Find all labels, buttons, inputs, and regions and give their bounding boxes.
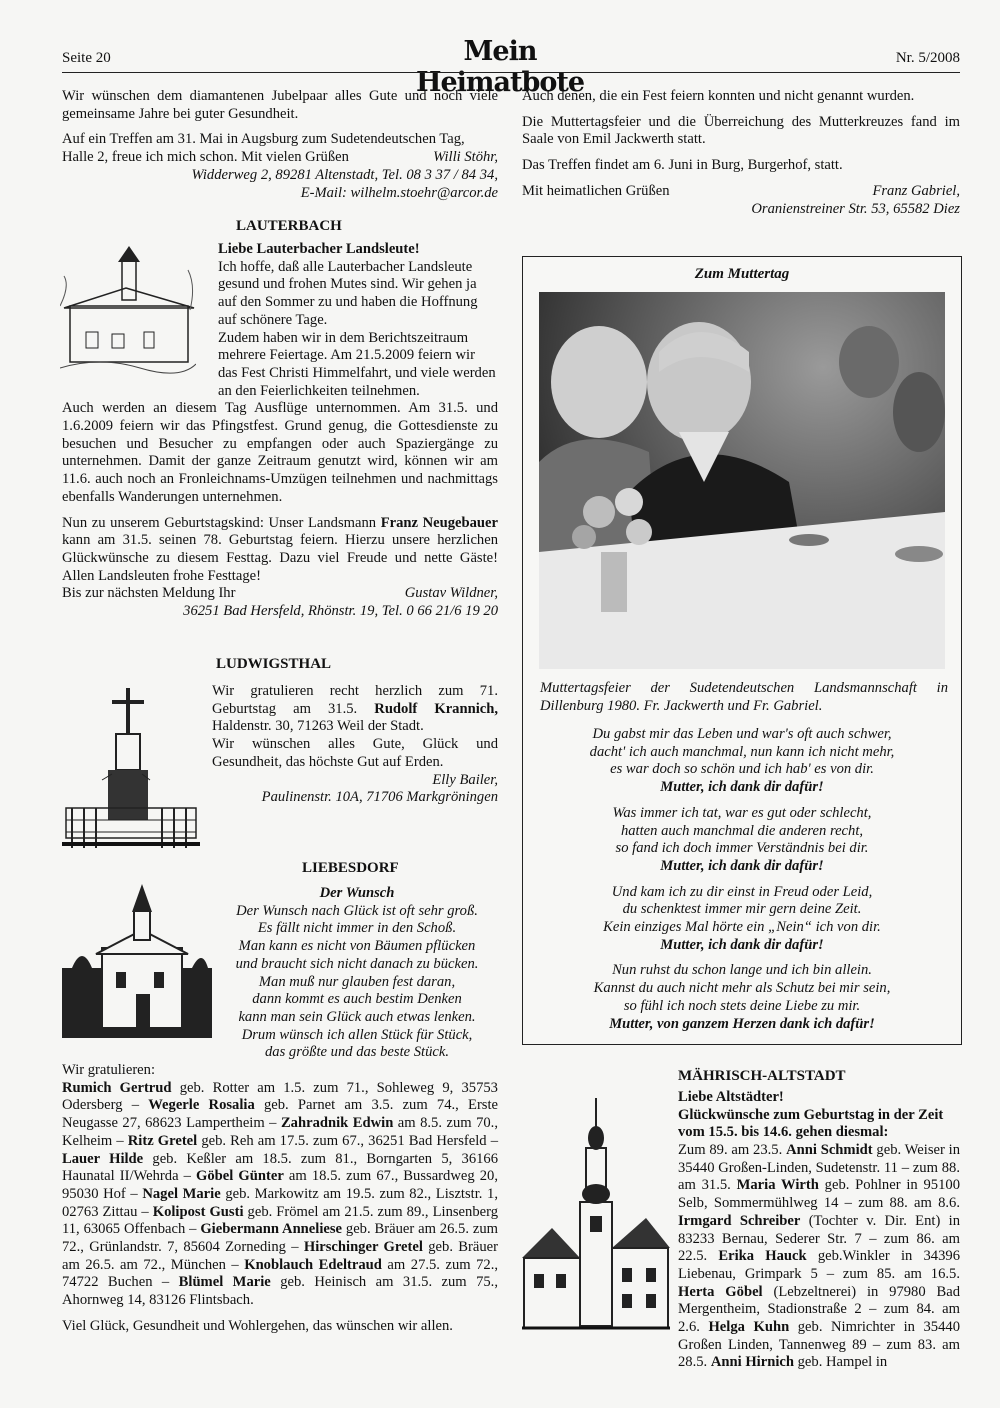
lauterbach-section: [62, 218, 498, 621]
poem-refrain: Mutter, von ganzem Herzen dank ich dafür!: [609, 1015, 875, 1032]
poem-title: Der Wunsch: [319, 885, 395, 901]
section-title: LIEBESDORF: [302, 860, 399, 876]
paragraph: Ich hoffe, daß alle Lauterbacher Landsleute gesund und frohen Mutes sind. Wir gehen ja auf den Sommer zu und haben die Hoffnung auf schönere Tage.: [218, 258, 478, 328]
maehrisch-birthday-list: Zum 89. am 23.5. Anni Schmidt geb. Weiser in 35440 Großen-Linden, Sudetenstr. 11 – zum 88. am 31.5. Maria Wirth geb. Pohlner in 95100 Selb, Sommermühlweg 14 – zum 88. am 8.6. Irmgard Schreiber (Tochter v. Dir. Ent) in 83233 Bernau, Sederer Str. 7 – zum 86. am 22.5. Erika Hauck geb.Winkler in 34396 Liebenau, Grimpark 5 – zum 85. am 16.5. Herta Göbel (Lebzeltnerei) in 97980 Bad Mergentheim, Stadionstraße 2 – zum 84. am 2.6. Helga Kuhn geb. Nimrichter in 35440 Großen Linden, Tannenweg 89 – zum 83. am 28.5. Anni Hirnich geb. Hampel in: [678, 1142, 960, 1371]
photo-caption: Muttertagsfeier der Sudetendeutschen Landsmannschaft in Dillenburg 1980. Fr. Jackwerth und Fr. Gabriel.: [540, 680, 948, 714]
poem-line: Kannst du auch nicht mehr als Schutz bei mir sein,: [593, 980, 891, 997]
poem-line: Und kam ich zu dir einst in Freud oder Leid,: [611, 883, 873, 900]
muttertag-poem: [530, 726, 954, 1033]
poem-line: Kein einziges Mal hörte ein „Nein“ ich von dir.: [603, 919, 881, 936]
page-number: Seite 20: [62, 50, 111, 66]
poem-line: dann kommt es auch bestim Denken: [252, 991, 462, 1008]
paragraph: Das Treffen findet am 6. Juni in Burg, Burgerhof, statt.: [522, 157, 843, 174]
right-column: [522, 88, 960, 218]
signature-address: Oranienstreiner Str. 53, 65582 Diez: [751, 200, 960, 217]
maehrisch-altstadt-section: [522, 1068, 960, 1142]
poem-line: dacht' ich auch manchmal, nun kann ich nicht mehr,: [589, 743, 895, 760]
section-intro: Glückwünsche zum Geburtstag in der Zeit vom 15.5. bis 14.6. gehen diesmal:: [678, 1106, 944, 1141]
paragraph: Wir gratulieren recht herzlich zum 71. Geburtstag am 31.5. Rudolf Krannich, Haldenstr. 30, 71263 Weil der Stadt.: [212, 683, 498, 735]
signature-address: Widderweg 2, 89281 Altenstadt, Tel. 08 3 37 / 84 34,: [191, 166, 498, 183]
signature-address: 36251 Bad Hersfeld, Rhönstr. 19, Tel. 0 66 21/6 19 20: [183, 603, 498, 620]
poem-line: Der Wunsch nach Glück ist oft sehr groß.: [236, 902, 478, 919]
poem-line: Du gabst mir das Leben und war's oft auch schwer,: [592, 726, 892, 742]
liebesdorf-section: [62, 860, 498, 1336]
signature-address: Paulinenstr. 10A, 71706 Markgröningen: [261, 789, 498, 806]
paragraph: Zudem haben wir in dem Berichtszeitraum mehrere Feiertage. Am 21.5.2009 feiern wir das Fest Christi Himmelfahrt, und viele werden an den Feierlichkeiten teilnehmen.: [218, 329, 496, 399]
poem-line: Drum wünsch ich allen Stück für Stück,: [241, 1026, 473, 1043]
poem-line: hatten auch manchmal die anderen recht,: [620, 822, 864, 839]
paragraph: Wir wünschen alles Gute, Glück und Gesundheit, das höchste Gut auf Erden.: [212, 736, 498, 770]
poem-line: so fühl ich noch stets deine Liebe zu mir.: [623, 997, 861, 1014]
photo-two-women: [539, 292, 945, 669]
poem-line: du schenktest immer mir gern deine Zeit.: [622, 901, 862, 918]
poem-refrain: Mutter, ich dank dir dafür!: [660, 857, 824, 874]
poem-line: es war doch so schön und ich hab' es von dir.: [610, 761, 874, 778]
paragraph: Auch werden an diesem Tag Ausflüge unternommen. Am 31.5. und 1.6.2009 feiern wir das Pfingstfest. Grund genug, die Gottesdienste zu besuchen und Besucher zu empfangen oder auch Spaziergänge zu unternehmen. Damit der ganze Zeitraum genutzt wird, können wir am 11.6. auch noch an Fronleichnams-Umzügen teilnehmen und nachmittags ebenfalls Wanderungen unternehmen.: [62, 400, 498, 505]
section-greeting: Liebe Altstädter!: [678, 1089, 784, 1105]
section-title: MÄHRISCH-ALTSTADT: [678, 1068, 846, 1084]
poem-line: Man muß nur glauben fest daran,: [258, 973, 456, 990]
poem-refrain: Mutter, ich dank dir dafür!: [660, 779, 824, 796]
poem-line: Man kann es nicht von Bäumen pflücken: [238, 938, 476, 955]
left-column: [62, 88, 498, 202]
intro-paragraph: Wir wünschen dem diamantenen Jubelpaar alles Gute und noch viele gemeinsame Jahre bei guter Gesundheit.: [62, 88, 498, 122]
birthday-list: Rumich Gertrud geb. Rotter am 1.5. zum 71., Sohleweg 9, 35753 Odersberg – Wegerle Rosalia geb. Parnet am 3.5. zum 74., Erste Neugasse 27, 68623 Lampertheim – Zahradnik Edwin am 8.5. zum 70., Kelheim – Ritz Gretel geb. Reh am 17.5. zum 67., 36251 Bad Hersfeld – Lauer Hilde geb. Keßler am 18.5. zum 81., Borngarten 5, 36166 Haunatal II/Wehrda – Göbel Günter am 18.5. zum 67., Bussardweg 20, 95030 Hof – Nagel Marie geb. Markowitz am 19.5. zum 82., Lisztstr. 1, 02763 Zittau – Kolipost Gusti geb. Frömel am 21.5. zum 89., Linsenberg 11, 63065 Offenbach – Giebermann Anneliese geb. Bräuer am 26.5. zum 72., Grünlandstr. 7, 85604 Zorneding – Hirschinger Gretel geb. Bräuer am 26.5. am 72., München – Knoblauch Edeltraud am 27.5. zum 72., 74722 Buchen – Blümel Marie geb. Heinisch am 31.5. zum 75., Ahornweg 14, 83126 Flintsbach.: [62, 1079, 499, 1309]
signature-email: E-Mail: wilhelm.stoehr@arcor.de: [300, 184, 498, 201]
issue-number: Nr. 5/2008: [895, 50, 960, 66]
poem-line: das größte und das beste Stück.: [264, 1044, 450, 1061]
congrats-label: Wir gratulieren:: [62, 1062, 156, 1079]
signature: Mit heimatlichen Grüßen Franz Gabriel,: [522, 182, 960, 199]
paragraph: Auch denen, die ein Fest feiern konnten und nicht genannt wurden.: [522, 88, 915, 104]
header-rule: [62, 72, 960, 73]
poem-line: Es fällt nicht immer in den Schoß.: [257, 920, 457, 937]
poem-line: und braucht sich nicht danach zu bücken.: [235, 955, 479, 972]
masthead-title: Mein Heimatbote: [415, 36, 585, 98]
box-title: Zum Muttertag: [694, 266, 790, 282]
signature: Bis zur nächsten Meldung Ihr Gustav Wildner,: [62, 585, 498, 602]
ludwigsthal-section: [62, 656, 498, 807]
birthday-paragraph: Nun zu unserem Geburtstagskind: Unser Landsmann Franz Neugebauer kann am 31.5. seinen 78. Geburtstag feiern. Hierzu unsere herzlichen Glückwünsche zu diesem Festtag. Dazu viel Freude und nette Gäste! Allen Landsleuten frohe Festtage!: [62, 514, 498, 584]
paragraph: Die Muttertagsfeier und die Überreichung des Mutterkreuzes fand im Saale von Emil Jackwerth statt.: [522, 113, 960, 148]
section-title: LUDWIGSTHAL: [216, 656, 332, 672]
poem-line: so fand ich doch immer Verständnis bei dir.: [615, 840, 869, 857]
poem-line: Nun ruhst du schon lange und ich bin allein.: [612, 962, 872, 979]
augsburg-paragraph: Auf ein Treffen am 31. Mai in Augsburg zum Sudetendeutschen Tag, Halle 2, freue ich mich schon. Mit vielen Grüßen Willi Stöhr,: [62, 131, 498, 166]
poem-refrain: Mutter, ich dank dir dafür!: [660, 936, 824, 953]
signature-name: Elly Bailer,: [432, 771, 498, 788]
poem-line: kann man sein Glück auch etwas lenken.: [238, 1008, 476, 1025]
section-title: LAUTERBACH: [236, 218, 342, 234]
section-greeting: Liebe Lauterbacher Landsleute!: [218, 241, 420, 257]
closing-line: Viel Glück, Gesundheit und Wohlergehen, das wünschen wir allen.: [62, 1317, 453, 1334]
poem-line: Was immer ich tat, war es gut oder schlecht,: [612, 804, 872, 821]
